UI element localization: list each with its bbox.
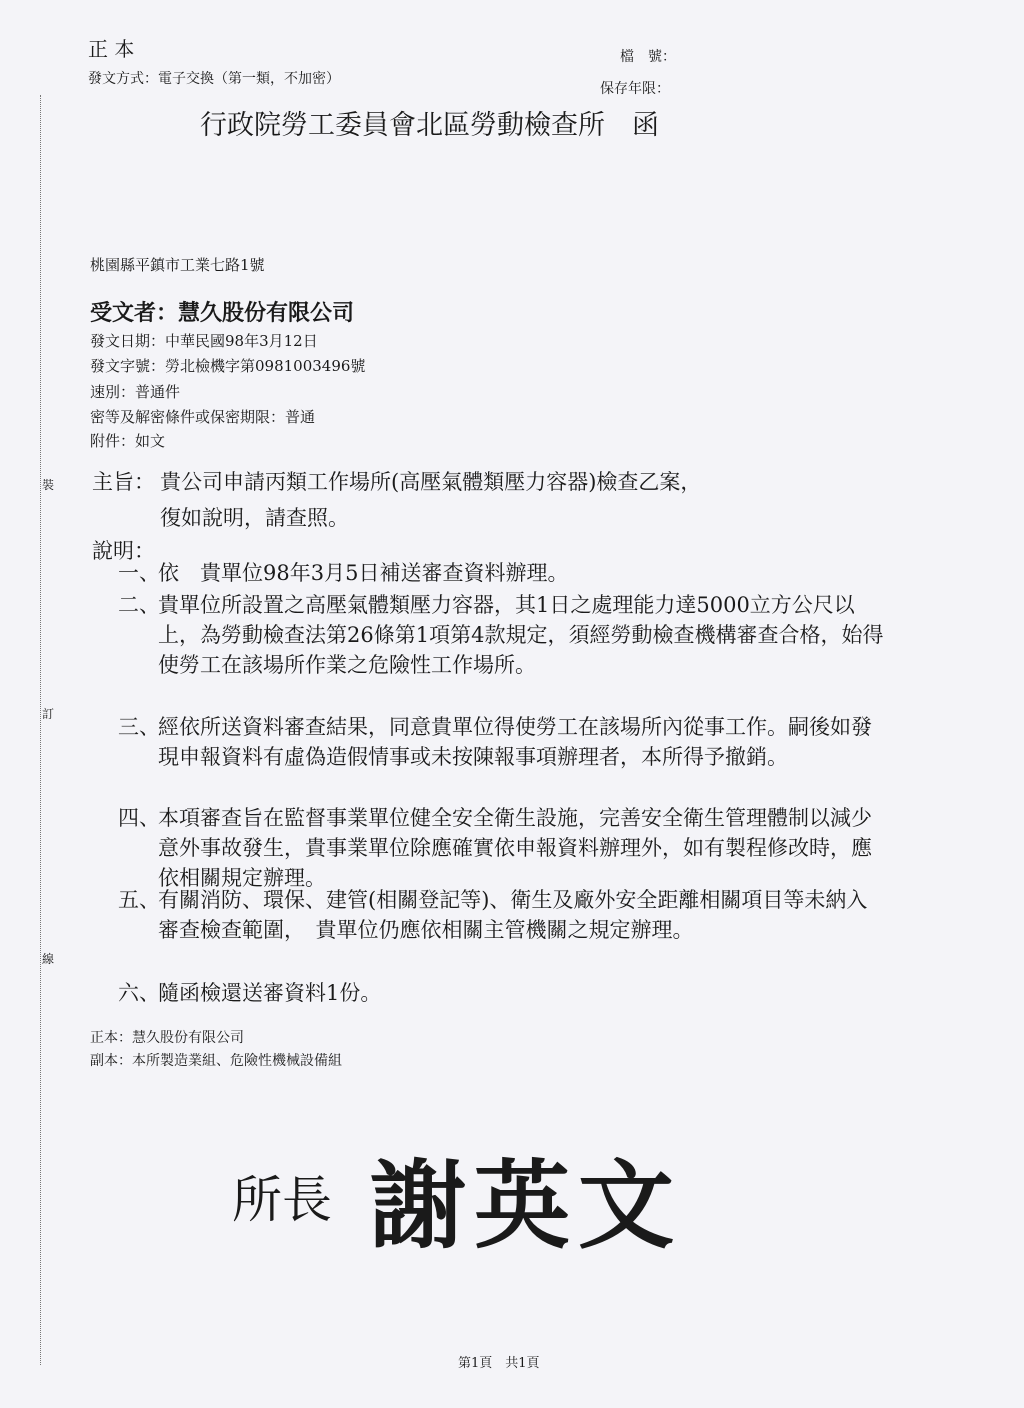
item-number: 一、 <box>118 561 160 585</box>
item-number: 四、 <box>118 806 160 830</box>
subject-line: 復如說明，請查照。 <box>160 506 349 530</box>
item-text: 經依所送資料審查結果，同意貴單位得使勞工在該場所內從事工作。嗣後如發現申報資料有虛偽造假情事或未按陳報事項辦理者，本所得予撤銷。 <box>158 715 872 769</box>
item-number: 三、 <box>118 715 160 739</box>
send-method: 發文方式：電子交換（第一類，不加密） <box>88 71 340 87</box>
speed-class: 速別：普通件 <box>90 383 181 401</box>
file-number: 檔 號： <box>620 49 676 65</box>
item-number: 二、 <box>118 593 160 617</box>
signature-name: 謝英文 <box>370 1149 682 1262</box>
item-number: 五、 <box>118 888 160 912</box>
secrecy-level: 密等及解密條件或保密期限：普通 <box>90 408 316 426</box>
retention-period: 保存年限： <box>600 81 670 97</box>
copy-recipients: 副本：本所製造業組、危險性機械設備組 <box>90 1053 342 1069</box>
binding-mark: 訂 <box>42 707 55 721</box>
copy-type: 正 本 <box>88 37 135 61</box>
address: 桃園縣平鎮市工業七路1號 <box>90 256 265 274</box>
subject-label: 主旨： <box>92 470 155 494</box>
explanation-item <box>118 558 888 588</box>
explanation-item <box>118 712 888 772</box>
item-text: 貴單位所設置之高壓氣體類壓力容器，其1日之處理能力達5000立方公尺以上，為勞動檢查法第26條第1項第4款規定，須經勞動檢查機構審查合格，始得使勞工在該場所作業之危險性工作場所。 <box>158 593 884 677</box>
binding-mark: 線 <box>42 952 55 966</box>
original-recipient: 正本：慧久股份有限公司 <box>90 1030 244 1046</box>
explanation-label: 說明： <box>92 539 155 563</box>
subject-line: 貴公司申請丙類工作場所(高壓氣體類壓力容器)檢查乙案， <box>160 470 702 494</box>
explanation-item <box>118 978 888 1008</box>
explanation-item <box>118 803 888 893</box>
explanation-item <box>118 590 888 680</box>
signature-title: 所長 <box>232 1171 332 1229</box>
explanation-item <box>118 885 888 945</box>
item-text: 隨函檢還送審資料1份。 <box>158 981 382 1005</box>
item-text: 有關消防、環保、建管(相關登記等)、衛生及廠外安全距離相關項目等未納入審查檢查範圍， 貴單位仍應依相關主管機關之規定辦理。 <box>158 888 868 942</box>
agency-title: 行政院勞工委員會北區勞動檢查所 函 <box>200 110 659 141</box>
binding-line <box>40 95 41 1365</box>
recipient: 受文者：慧久股份有限公司 <box>90 300 355 326</box>
issue-date: 發文日期：中華民國98年3月12日 <box>90 332 318 350</box>
binding-mark: 裝 <box>42 478 55 492</box>
document-number: 發文字號：勞北檢機字第0981003496號 <box>90 357 366 375</box>
item-text: 依 貴單位98年3月5日補送審查資料辦理。 <box>158 561 569 585</box>
item-number: 六、 <box>118 981 160 1005</box>
item-text: 本項審查旨在監督事業單位健全安全衛生設施，完善安全衛生管理體制以減少意外事故發生，貴事業單位除應確實依申報資料辦理外，如有製程修改時，應依相關規定辦理。 <box>158 806 872 890</box>
attachment: 附件：如文 <box>90 432 166 450</box>
page-footer: 第1頁 共1頁 <box>458 1356 540 1371</box>
